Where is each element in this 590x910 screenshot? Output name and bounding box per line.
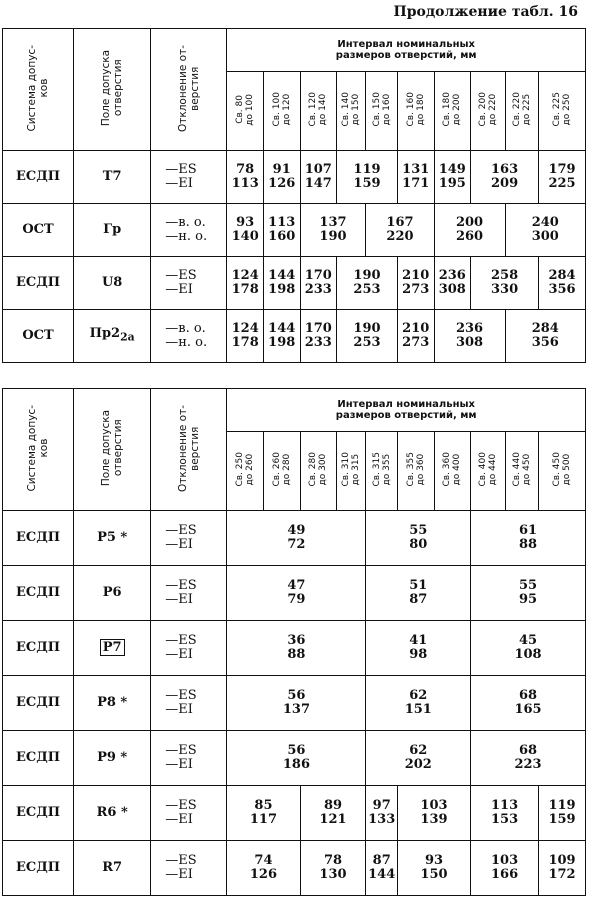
value-cell: 56 137 bbox=[227, 676, 366, 731]
field-header-label: Поле допуска отверстия bbox=[100, 49, 125, 127]
system-cell: ОСТ bbox=[3, 310, 74, 363]
interval-label: Св. 150 до 160 bbox=[371, 92, 392, 127]
value-cell: 97 133 bbox=[366, 786, 397, 841]
value-cell: 284 356 bbox=[505, 310, 585, 363]
interval-column-header bbox=[505, 432, 539, 511]
deviation-cell: —ES —EI bbox=[151, 621, 227, 676]
value-cell: 68 165 bbox=[471, 676, 586, 731]
value-cell: 36 88 bbox=[227, 621, 366, 676]
interval-column-header bbox=[397, 72, 434, 151]
interval-label: Св. 120 до 140 bbox=[308, 92, 329, 127]
value-cell: 170 233 bbox=[300, 310, 337, 363]
interval-column-header bbox=[366, 432, 397, 511]
field-label: U8 bbox=[101, 275, 123, 290]
system-cell: ОСТ bbox=[3, 204, 74, 257]
value-cell: 144 198 bbox=[263, 310, 300, 363]
interval-column-header bbox=[366, 72, 397, 151]
system-cell: ЕСДП bbox=[3, 511, 74, 566]
table-row bbox=[3, 841, 586, 896]
deviation-cell: —в. о. —н. о. bbox=[151, 310, 227, 363]
interval-column-header bbox=[337, 72, 366, 151]
field-label: T7 bbox=[102, 169, 122, 184]
system-cell: ЕСДП bbox=[3, 566, 74, 621]
field-label: Гр bbox=[103, 222, 122, 237]
interval-label: Св. 180 до 200 bbox=[442, 92, 463, 127]
system-cell: ЕСДП bbox=[3, 841, 74, 896]
field-label: P9 * bbox=[97, 750, 128, 765]
table-caption: Продолжение табл. 16 bbox=[393, 4, 578, 20]
value-cell: 56 186 bbox=[227, 731, 366, 786]
interval-label: Св. 440 до 450 bbox=[511, 452, 532, 487]
system-cell: ЕСДП bbox=[3, 676, 74, 731]
value-cell: 61 88 bbox=[471, 511, 586, 566]
system-cell: ЕСДП bbox=[3, 786, 74, 841]
value-cell: 119 159 bbox=[539, 786, 586, 841]
value-cell: 62 202 bbox=[366, 731, 471, 786]
value-cell: 55 95 bbox=[471, 566, 586, 621]
interval-column-header bbox=[227, 72, 264, 151]
system-cell: ЕСДП bbox=[3, 151, 74, 204]
field-cell bbox=[74, 151, 151, 204]
value-cell: 240 300 bbox=[505, 204, 585, 257]
field-label: P5 * bbox=[97, 530, 128, 545]
field-cell bbox=[74, 676, 151, 731]
field-cell bbox=[74, 257, 151, 310]
table-row bbox=[3, 310, 586, 363]
interval-column-header bbox=[434, 432, 471, 511]
system-header bbox=[3, 389, 74, 511]
interval-header: Интервал номинальных размеров отверстий, мм bbox=[227, 389, 586, 432]
interval-label: Св. 360 до 400 bbox=[442, 452, 463, 487]
field-cell bbox=[74, 786, 151, 841]
value-cell: 190 253 bbox=[337, 310, 398, 363]
system-cell: ЕСДП bbox=[3, 621, 74, 676]
table-row bbox=[3, 511, 586, 566]
value-cell: 85 117 bbox=[227, 786, 300, 841]
table-row bbox=[3, 786, 586, 841]
deviation-cell: —ES —EI bbox=[151, 786, 227, 841]
interval-label: Св. 250 до 260 bbox=[235, 452, 256, 487]
interval-label: Св. 100 до 120 bbox=[271, 92, 292, 127]
interval-column-header bbox=[300, 72, 337, 151]
table-row bbox=[3, 621, 586, 676]
deviation-header bbox=[151, 29, 227, 151]
value-cell: 51 87 bbox=[366, 566, 471, 621]
value-cell: 284 356 bbox=[539, 257, 586, 310]
interval-column-header bbox=[471, 432, 506, 511]
value-cell: 210 273 bbox=[397, 257, 434, 310]
interval-label: Св. 225 до 250 bbox=[552, 92, 573, 127]
deviation-header-label: Отклонение от- верстия bbox=[176, 44, 201, 132]
value-cell: 113 153 bbox=[471, 786, 539, 841]
system-header-label: Система допус- ков bbox=[26, 44, 51, 132]
value-cell: 103 166 bbox=[471, 841, 539, 896]
tolerance-table-2 bbox=[2, 388, 586, 896]
interval-label: Св. 220 до 225 bbox=[511, 92, 532, 127]
deviation-cell: —ES —EI bbox=[151, 731, 227, 786]
value-cell: 107 147 bbox=[300, 151, 337, 204]
value-cell: 236 308 bbox=[434, 310, 505, 363]
interval-column-header bbox=[539, 72, 586, 151]
value-cell: 144 198 bbox=[263, 257, 300, 310]
value-cell: 163 209 bbox=[471, 151, 539, 204]
interval-label: Св. 280 до 300 bbox=[308, 452, 329, 487]
table-row bbox=[3, 566, 586, 621]
field-cell bbox=[74, 566, 151, 621]
value-cell: 190 253 bbox=[337, 257, 398, 310]
interval-label: Св. 260 до 280 bbox=[271, 452, 292, 487]
deviation-header-label: Отклонение от- верстия bbox=[176, 404, 201, 492]
value-cell: 103 139 bbox=[397, 786, 470, 841]
system-header-label: Система допус- ков bbox=[26, 404, 51, 492]
interval-column-header bbox=[263, 72, 300, 151]
field-label: P8 * bbox=[97, 695, 128, 710]
value-cell: 119 159 bbox=[337, 151, 398, 204]
field-subscript: 2а bbox=[120, 330, 135, 344]
interval-label: Св. 140 до 150 bbox=[341, 92, 362, 127]
interval-column-header bbox=[397, 432, 434, 511]
table-row bbox=[3, 676, 586, 731]
field-cell bbox=[74, 841, 151, 896]
interval-column-header bbox=[300, 432, 337, 511]
tolerance-table-1 bbox=[2, 28, 586, 363]
table-row bbox=[3, 257, 586, 310]
value-cell: 109 172 bbox=[539, 841, 586, 896]
value-cell: 124 178 bbox=[227, 257, 264, 310]
table-row bbox=[3, 731, 586, 786]
deviation-cell: —ES —EI bbox=[151, 151, 227, 204]
value-cell: 200 260 bbox=[434, 204, 505, 257]
field-label: P6 bbox=[102, 585, 122, 600]
value-cell: 45 108 bbox=[471, 621, 586, 676]
deviation-cell: —ES —EI bbox=[151, 676, 227, 731]
system-header bbox=[3, 29, 74, 151]
value-cell: 113 160 bbox=[263, 204, 300, 257]
interval-label: Св. 450 до 500 bbox=[552, 452, 573, 487]
value-cell: 170 233 bbox=[300, 257, 337, 310]
interval-column-header bbox=[471, 72, 506, 151]
interval-label: Св. 310 до 315 bbox=[341, 452, 362, 487]
value-cell: 124 178 bbox=[227, 310, 264, 363]
field-label: R6 * bbox=[96, 805, 128, 820]
value-cell: 91 126 bbox=[263, 151, 300, 204]
field-cell bbox=[74, 731, 151, 786]
value-cell: 236 308 bbox=[434, 257, 471, 310]
interval-label: Св. 355 до 360 bbox=[405, 452, 426, 487]
deviation-cell: —ES —EI bbox=[151, 841, 227, 896]
interval-column-header bbox=[263, 432, 300, 511]
value-cell: 41 98 bbox=[366, 621, 471, 676]
deviation-cell: —ES —EI bbox=[151, 511, 227, 566]
field-header-label: Поле допуска отверстия bbox=[100, 409, 125, 487]
value-cell: 87 144 bbox=[366, 841, 397, 896]
field-label: Пр2 bbox=[89, 326, 121, 342]
interval-label: Св. 80 до 100 bbox=[235, 93, 256, 126]
interval-label: Св. 315 до 355 bbox=[371, 452, 392, 487]
deviation-cell: —в. о. —н. о. bbox=[151, 204, 227, 257]
value-cell: 210 273 bbox=[397, 310, 434, 363]
interval-column-header bbox=[505, 72, 539, 151]
system-cell: ЕСДП bbox=[3, 731, 74, 786]
field-cell bbox=[74, 511, 151, 566]
value-cell: 49 72 bbox=[227, 511, 366, 566]
interval-label: Св. 200 до 220 bbox=[477, 92, 498, 127]
value-cell: 149 195 bbox=[434, 151, 471, 204]
interval-column-header bbox=[434, 72, 471, 151]
field-label: P7 bbox=[100, 639, 125, 656]
system-cell: ЕСДП bbox=[3, 257, 74, 310]
value-cell: 47 79 bbox=[227, 566, 366, 621]
field-cell bbox=[74, 204, 151, 257]
interval-column-header bbox=[539, 432, 586, 511]
interval-label: Св. 160 до 180 bbox=[405, 92, 426, 127]
interval-header: Интервал номинальных размеров отверстий, мм bbox=[227, 29, 586, 72]
field-header bbox=[74, 29, 151, 151]
value-cell: 258 330 bbox=[471, 257, 539, 310]
value-cell: 55 80 bbox=[366, 511, 471, 566]
value-cell: 74 126 bbox=[227, 841, 300, 896]
deviation-header bbox=[151, 389, 227, 511]
field-cell bbox=[74, 621, 151, 676]
field-cell bbox=[74, 310, 151, 363]
value-cell: 137 190 bbox=[300, 204, 366, 257]
value-cell: 167 220 bbox=[366, 204, 434, 257]
interval-column-header bbox=[227, 432, 264, 511]
value-cell: 131 171 bbox=[397, 151, 434, 204]
value-cell: 89 121 bbox=[300, 786, 366, 841]
value-cell: 78 113 bbox=[227, 151, 264, 204]
table-row bbox=[3, 204, 586, 257]
deviation-cell: —ES —EI bbox=[151, 257, 227, 310]
value-cell: 179 225 bbox=[539, 151, 586, 204]
value-cell: 68 223 bbox=[471, 731, 586, 786]
field-label: R7 bbox=[102, 860, 123, 875]
value-cell: 78 130 bbox=[300, 841, 366, 896]
value-cell: 93 140 bbox=[227, 204, 264, 257]
field-header bbox=[74, 389, 151, 511]
interval-column-header bbox=[337, 432, 366, 511]
interval-label: Св. 400 до 440 bbox=[477, 452, 498, 487]
value-cell: 62 151 bbox=[366, 676, 471, 731]
deviation-cell: —ES —EI bbox=[151, 566, 227, 621]
table-row bbox=[3, 151, 586, 204]
value-cell: 93 150 bbox=[397, 841, 470, 896]
